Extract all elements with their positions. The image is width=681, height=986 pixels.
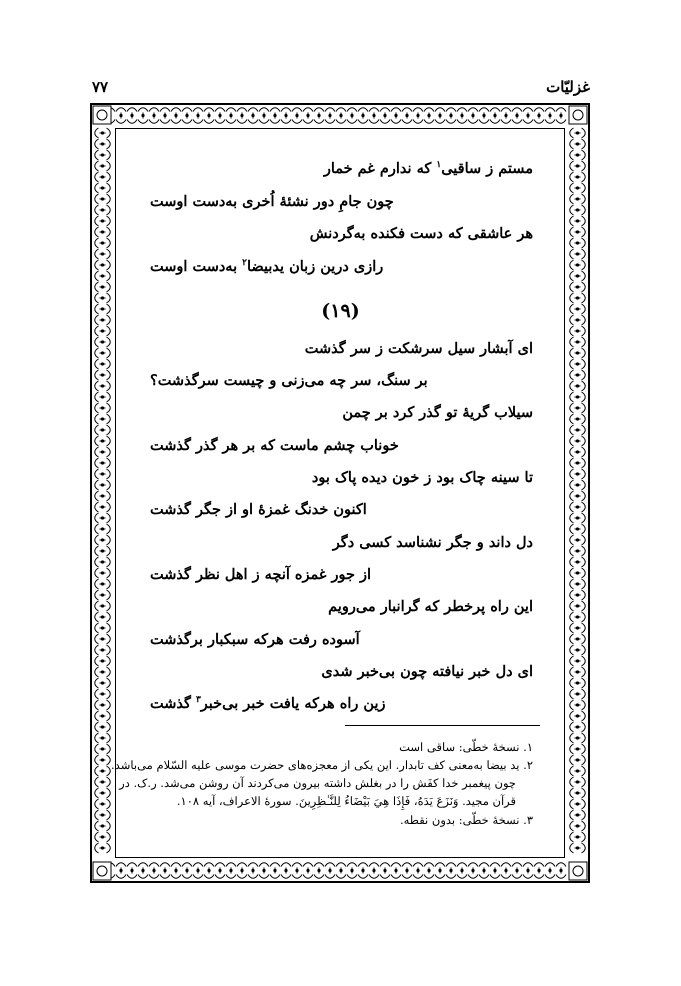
border-motif	[95, 557, 111, 567]
verse-line	[305, 340, 533, 357]
border-motif	[435, 863, 445, 879]
border-motif	[570, 612, 586, 622]
border-motif	[391, 863, 401, 879]
border-motif	[95, 161, 111, 171]
border-motif	[512, 863, 522, 879]
border-motif	[336, 863, 346, 879]
border-motif	[270, 108, 280, 124]
verse-text: زین راه هرکه یافت خبر بی‌خبر	[200, 695, 386, 712]
border-motif	[570, 249, 586, 259]
border-motif	[303, 863, 313, 879]
border-motif	[95, 139, 111, 149]
border-motif	[95, 436, 111, 446]
verse-text: ای دل خبر نیافته چون بی‌خبر شدی	[321, 663, 533, 680]
border-motif	[570, 260, 586, 270]
border-motif	[457, 863, 467, 879]
border-motif	[413, 108, 423, 124]
verse-line	[150, 437, 399, 454]
border-motif	[570, 689, 586, 699]
border-motif	[138, 108, 148, 124]
border-motif	[160, 108, 170, 124]
border-motif	[95, 271, 111, 281]
border-motif	[570, 458, 586, 468]
border-motif	[270, 863, 280, 879]
verse-text: رازی درین زبان یدبیضا	[247, 258, 384, 275]
border-motif	[95, 513, 111, 523]
footnote-marker: ۳	[195, 695, 201, 706]
border-motif	[570, 711, 586, 721]
footnote-line: ۲. ید بیضا به‌معنی کف تابدار. این یکی از معجزه‌های حضرت موسی علیه السّلام می‌باشد.	[111, 758, 533, 772]
border-motif	[347, 863, 357, 879]
border-motif	[95, 832, 111, 842]
verse-text: مستم ز ساقیی	[441, 160, 533, 177]
border-motif	[380, 863, 390, 879]
verse-line	[150, 193, 394, 210]
footnote-line: قرآن مجید. وَنَزَعَ يَدَهُ، فَإِذَا هِيَ بَيْضَاءُ لِلنَّـٰظِرِينَ. سورهٔ الاعراف، آیه ۱۰۸.	[176, 794, 516, 808]
border-motif	[95, 821, 111, 831]
border-motif	[570, 744, 586, 754]
verse-line	[328, 598, 533, 615]
border-motif	[570, 502, 586, 512]
border-motif	[95, 359, 111, 369]
border-motif	[95, 623, 111, 633]
border-motif	[116, 108, 126, 124]
border-motif	[95, 205, 111, 215]
border-motif	[570, 282, 586, 292]
section-title: غزلیّات	[546, 78, 590, 96]
border-motif	[95, 194, 111, 204]
border-motif	[570, 799, 586, 809]
corner-ornament	[93, 106, 111, 124]
border-motif	[325, 863, 335, 879]
border-motif	[457, 108, 467, 124]
border-motif	[95, 282, 111, 292]
border-motif	[369, 863, 379, 879]
border-motif	[570, 821, 586, 831]
footnote-marker: ۱	[436, 160, 442, 171]
border-motif	[490, 108, 500, 124]
border-motif	[570, 469, 586, 479]
corner-ornament	[569, 106, 587, 124]
border-motif	[95, 788, 111, 798]
border-motif	[281, 108, 291, 124]
border-motif	[570, 513, 586, 523]
border-motif	[95, 491, 111, 501]
border-motif	[523, 863, 533, 879]
border-motif	[95, 425, 111, 435]
border-motif	[570, 810, 586, 820]
border-motif	[556, 108, 566, 124]
border-motif	[95, 579, 111, 589]
border-motif	[570, 755, 586, 765]
border-motif	[138, 863, 148, 879]
border-motif	[95, 843, 111, 853]
border-motif	[570, 150, 586, 160]
border-motif	[570, 139, 586, 149]
border-motif	[95, 645, 111, 655]
border-motif	[570, 414, 586, 424]
border-motif	[215, 108, 225, 124]
border-motif	[303, 108, 313, 124]
border-motif	[95, 733, 111, 743]
border-motif	[570, 172, 586, 182]
verse-text: سیلاب گریهٔ تو گذر کرد بر چمن	[342, 404, 533, 421]
border-motif	[259, 863, 269, 879]
border-motif	[95, 381, 111, 391]
footnote-line: ۱. نسخهٔ خطّی: ساقی است	[399, 740, 533, 754]
footnote-divider	[345, 725, 540, 726]
border-motif	[95, 799, 111, 809]
border-motif	[490, 863, 500, 879]
border-motif	[95, 326, 111, 336]
border-motif	[570, 766, 586, 776]
border-motif	[556, 863, 566, 879]
border-motif	[95, 777, 111, 787]
border-motif	[570, 491, 586, 501]
verse-text-tail: گذشت	[150, 695, 196, 712]
border-motif	[95, 601, 111, 611]
border-motif	[570, 183, 586, 193]
border-motif	[95, 403, 111, 413]
border-motif	[95, 337, 111, 347]
verse-line	[150, 372, 428, 389]
border-motif	[570, 227, 586, 237]
border-motif	[424, 863, 434, 879]
border-motif	[95, 810, 111, 820]
border-motif	[358, 108, 368, 124]
border-motif	[570, 403, 586, 413]
border-motif	[95, 535, 111, 545]
border-motif	[215, 863, 225, 879]
border-motif	[380, 108, 390, 124]
border-motif	[479, 108, 489, 124]
border-motif	[95, 128, 111, 138]
border-motif	[347, 108, 357, 124]
verse-line	[312, 469, 533, 486]
border-motif	[570, 568, 586, 578]
border-motif	[182, 863, 192, 879]
border-motif	[95, 392, 111, 402]
border-motif	[570, 601, 586, 611]
border-motif	[281, 863, 291, 879]
border-motif	[424, 108, 434, 124]
verse-text: تا سینه چاک بود ز خون دیده پاک بود	[311, 469, 533, 486]
border-motif	[468, 108, 478, 124]
border-motif	[95, 546, 111, 556]
border-motif	[468, 863, 478, 879]
border-motif	[248, 863, 258, 879]
border-motif	[570, 447, 586, 457]
border-motif	[570, 656, 586, 666]
poem-number: (۱۹)	[321, 300, 360, 322]
border-motif	[226, 108, 236, 124]
border-motif	[446, 863, 456, 879]
border-motif	[95, 524, 111, 534]
border-motif	[95, 711, 111, 721]
border-motif	[95, 744, 111, 754]
border-motif	[149, 108, 159, 124]
border-motif	[336, 108, 346, 124]
verse-line	[321, 663, 533, 680]
border-motif	[127, 863, 137, 879]
border-motif	[259, 108, 269, 124]
border-motif	[358, 863, 368, 879]
border-motif	[95, 480, 111, 490]
verse-text: بر سنگ، سر چه می‌زنی و چیست سرگذشت؟	[150, 372, 428, 389]
border-motif	[570, 535, 586, 545]
border-motif	[204, 863, 214, 879]
border-motif	[570, 546, 586, 556]
border-motif	[545, 863, 555, 879]
page-number: ۷۷	[92, 78, 109, 96]
border-motif	[570, 832, 586, 842]
border-motif	[570, 722, 586, 732]
border-motif	[501, 863, 511, 879]
verse-line	[324, 160, 533, 177]
border-motif	[95, 722, 111, 732]
border-motif	[570, 843, 586, 853]
border-motif	[95, 656, 111, 666]
border-motif	[534, 863, 544, 879]
border-motif	[182, 108, 192, 124]
border-motif	[479, 863, 489, 879]
border-motif	[171, 863, 181, 879]
border-motif	[391, 108, 401, 124]
border-motif	[292, 108, 302, 124]
verse-line	[342, 404, 533, 421]
corner-ornament	[569, 862, 587, 880]
border-motif	[149, 863, 159, 879]
border-motif	[248, 108, 258, 124]
border-motif	[523, 108, 533, 124]
border-motif	[95, 172, 111, 182]
border-motif	[95, 414, 111, 424]
verse-line	[150, 258, 383, 275]
border-motif	[95, 634, 111, 644]
border-motif	[570, 238, 586, 248]
border-motif	[95, 249, 111, 259]
border-motif	[95, 469, 111, 479]
verse-text: خوناب چشم ماست که بر هر گذر گذشت	[150, 437, 399, 454]
verse-line	[310, 225, 533, 242]
border-motif	[570, 194, 586, 204]
border-motif	[204, 108, 214, 124]
border-motif	[570, 370, 586, 380]
border-motif	[512, 108, 522, 124]
border-motif	[95, 348, 111, 358]
border-motif	[570, 634, 586, 644]
border-motif	[570, 359, 586, 369]
border-motif	[570, 579, 586, 589]
border-motif	[325, 108, 335, 124]
verse-text: از جور غمزه آنچه ز اهل نظر گذشت	[150, 566, 372, 583]
border-motif	[171, 108, 181, 124]
border-motif	[413, 863, 423, 879]
corner-ornament	[93, 862, 111, 880]
border-motif	[402, 108, 412, 124]
border-motif	[314, 108, 324, 124]
border-motif	[226, 863, 236, 879]
border-motif	[95, 216, 111, 226]
border-motif	[570, 700, 586, 710]
verse-text-tail: به‌دست اوست	[150, 258, 243, 275]
verse-text: دل داند و جگر نشناسد کسی دگر	[332, 534, 533, 551]
border-motif	[570, 216, 586, 226]
verse-line	[150, 566, 371, 583]
border-motif	[570, 271, 586, 281]
border-motif	[369, 108, 379, 124]
footnote-line: ۳. نسخهٔ خطّی: بدون نقطه.	[399, 813, 533, 827]
verse-text: چون جامِ دور نشئهٔ اُخری به‌دست اوست	[150, 193, 394, 210]
verse-line	[150, 695, 386, 712]
border-motif	[95, 150, 111, 160]
verse-text: این راه پرخطر که گرانبار می‌رویم	[328, 598, 533, 615]
verse-text-tail: که ندارم غم خمار	[323, 160, 437, 177]
border-motif	[95, 700, 111, 710]
border-motif	[95, 568, 111, 578]
border-motif	[402, 863, 412, 879]
border-motif	[570, 392, 586, 402]
border-motif	[95, 447, 111, 457]
footnote-line: چون پیغمبر خدا کفَش را در بغلش داشته بیرون می‌کردند آن روشن می‌شد. ر.ک. در	[119, 776, 516, 790]
border-motif	[95, 755, 111, 765]
border-motif	[534, 108, 544, 124]
border-motif	[570, 645, 586, 655]
border-motif	[570, 788, 586, 798]
border-motif	[570, 205, 586, 215]
border-motif	[95, 590, 111, 600]
border-motif	[193, 108, 203, 124]
border-motif	[95, 458, 111, 468]
border-motif	[95, 766, 111, 776]
border-motif	[160, 863, 170, 879]
border-motif	[545, 108, 555, 124]
border-motif	[193, 863, 203, 879]
border-motif	[501, 108, 511, 124]
border-motif	[292, 863, 302, 879]
border-motif	[95, 502, 111, 512]
verse-text: اکنون خدنگ غمزهٔ او از جگر گذشت	[150, 501, 367, 518]
border-motif	[570, 436, 586, 446]
border-motif	[570, 348, 586, 358]
running-header	[92, 78, 590, 100]
border-motif	[95, 689, 111, 699]
border-motif	[95, 260, 111, 270]
border-motif	[570, 425, 586, 435]
border-motif	[570, 161, 586, 171]
border-motif	[127, 108, 137, 124]
border-motif	[570, 524, 586, 534]
border-motif	[95, 238, 111, 248]
border-motif	[435, 108, 445, 124]
border-motif	[116, 863, 126, 879]
border-motif	[570, 733, 586, 743]
border-motif	[570, 337, 586, 347]
verse-text: ای آبشار سیل سرشکت ز سر گذشت	[304, 340, 533, 357]
border-motif	[570, 128, 586, 138]
border-motif	[95, 183, 111, 193]
border-motif	[570, 678, 586, 688]
border-motif	[570, 326, 586, 336]
border-motif	[237, 863, 247, 879]
border-motif	[570, 667, 586, 677]
border-motif	[570, 557, 586, 567]
border-motif	[570, 623, 586, 633]
border-motif	[237, 108, 247, 124]
border-motif	[95, 678, 111, 688]
border-motif	[95, 667, 111, 677]
verse-text: آسوده رفت هرکه سبکبار برگذشت	[150, 631, 360, 648]
verse-line	[150, 501, 367, 518]
border-motif	[446, 108, 456, 124]
verse-text: هر عاشقی که دست فکنده به‌گردنش	[309, 225, 533, 242]
border-motif	[570, 777, 586, 787]
border-motif	[95, 227, 111, 237]
verse-line	[150, 631, 360, 648]
border-motif	[95, 612, 111, 622]
border-motif	[570, 480, 586, 490]
border-motif	[570, 381, 586, 391]
border-motif	[95, 370, 111, 380]
footnote-marker: ۲	[242, 258, 248, 269]
border-motif	[570, 590, 586, 600]
border-motif	[314, 863, 324, 879]
verse-line	[333, 534, 533, 551]
